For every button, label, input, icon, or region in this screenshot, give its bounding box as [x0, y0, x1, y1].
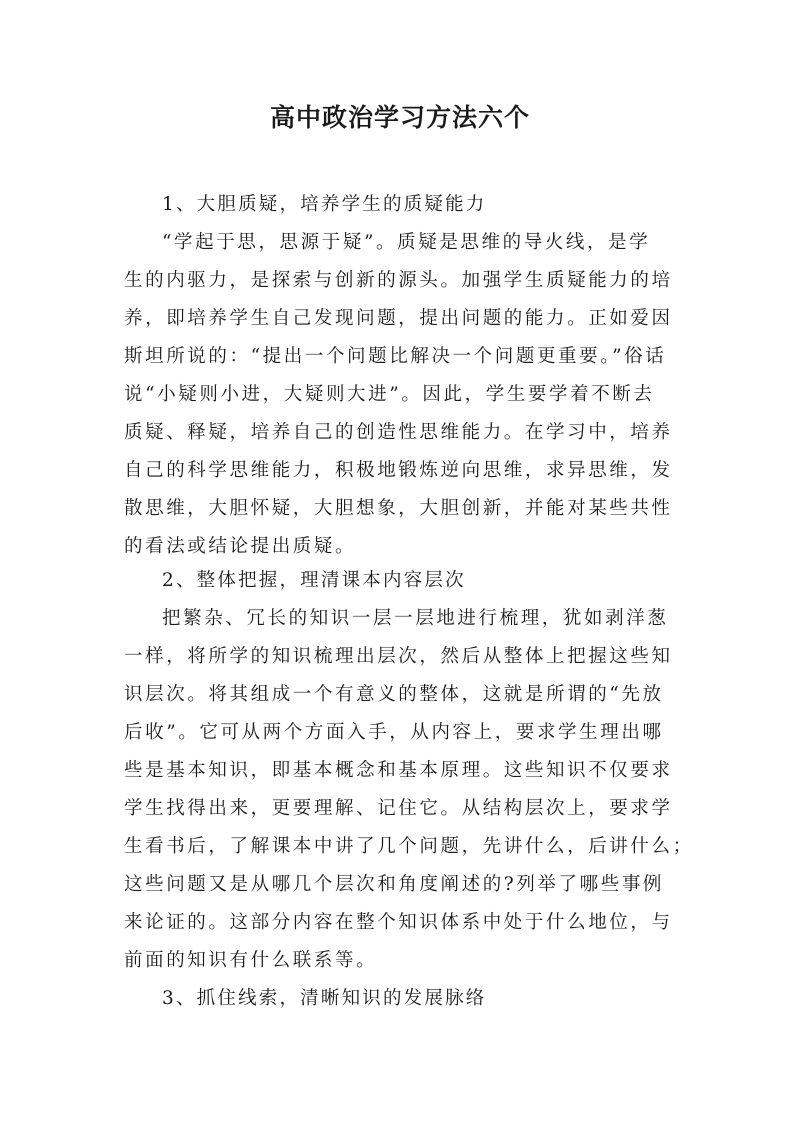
paragraph-line: 生的内驱力，是探索与创新的源头。加强学生质疑能力的培: [124, 270, 673, 291]
paragraph-line: 识层次。将其组成一个有意义的整体，这就是所谓的“先放: [124, 684, 664, 705]
paragraph-line: 后收”。它可从两个方面入手，从内容上，要求学生理出哪: [124, 722, 664, 743]
paragraph-line: 质疑、释疑，培养自己的创造性思维能力。在学习中，培养: [124, 422, 673, 443]
paragraph-line: 前面的知识有什么联系等。: [124, 950, 378, 971]
paragraph-line: 说“小疑则小进，大疑则大进”。因此，学生要学着不断去: [124, 384, 655, 405]
paragraph-line: 斯坦所说的：“提出一个问题比解决一个问题更重要。”俗话: [124, 346, 667, 367]
paragraph-line: 的看法或结论提出质疑。: [124, 536, 357, 557]
paragraph-line: 来论证的。这部分内容在整个知识体系中处于什么地位，与: [124, 912, 673, 933]
paragraph-line: 生看书后，了解课本中讲了几个问题，先讲什么，后讲什么；: [124, 836, 694, 857]
document-title: 高中政治学习方法六个: [269, 103, 530, 132]
section-heading-2: 2、整体把握，理清课本内容层次: [162, 570, 466, 591]
paragraph-line: “学起于思，思源于疑”。质疑是思维的导火线，是学: [162, 232, 651, 253]
paragraph-line: 这些问题又是从哪几个层次和角度阐述的?列举了哪些事例: [124, 874, 665, 895]
paragraph-line: 学生找得出来，更要理解、记住它。从结构层次上，要求学: [124, 798, 673, 819]
section-heading-1: 1、大胆质疑，培养学生的质疑能力: [162, 194, 487, 215]
paragraph-line: 养，即培养学生自己发现问题，提出问题的能力。正如爱因: [124, 308, 673, 329]
paragraph-line: 散思维，大胆怀疑，大胆想象，大胆创新，并能对某些共性: [124, 498, 673, 519]
paragraph-line: 自己的科学思维能力，积极地锻炼逆向思维，求异思维，发: [124, 460, 673, 481]
section-heading-3: 3、抓住线索，清晰知识的发展脉络: [162, 988, 487, 1009]
paragraph-line: 把繁杂、冗长的知识一层一层地进行梳理，犹如剥洋葱: [162, 608, 669, 629]
paragraph-line: 一样，将所学的知识梳理出层次，然后从整体上把握这些知: [124, 646, 673, 667]
paragraph-line: 些是基本知识，即基本概念和基本原理。这些知识不仅要求: [124, 760, 673, 781]
